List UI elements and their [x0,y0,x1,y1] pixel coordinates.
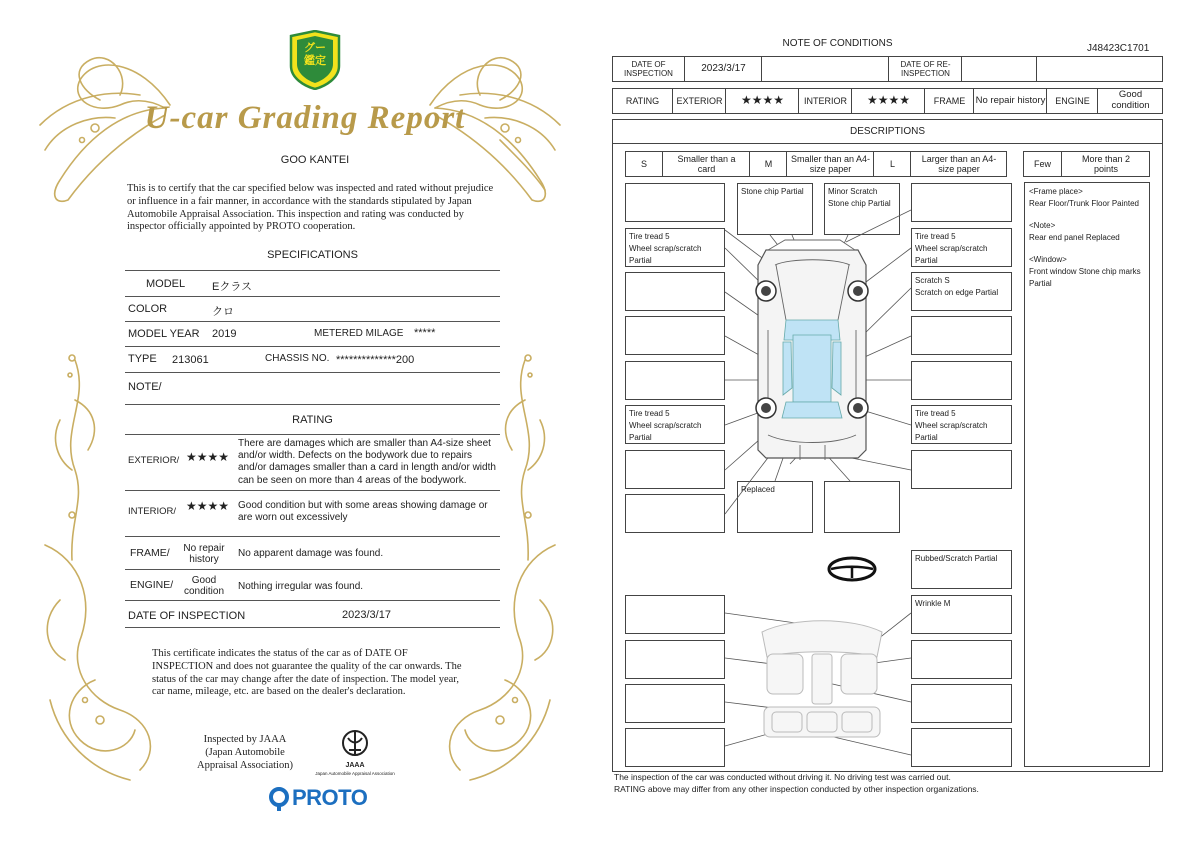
spec-divider [125,346,500,347]
damage-box-top-center-left: Stone chip Partial [737,183,813,235]
steering-damage-box: Rubbed/Scratch Partial [911,550,1012,589]
engine-value: Good condition [183,574,225,597]
exterior-stars: ★★★★ [186,450,230,464]
type-value: 213061 [172,354,209,366]
interior-description: Good condition but with some areas showing damage or are worn out excessively [238,500,488,524]
damage-box-right-3: Scratch S Scratch on edge Partial [911,272,1012,311]
jaaa-logo-text: JAAA [345,762,365,769]
frame-place-text: Rear Floor/Trunk Floor Painted [1029,199,1139,208]
type-label: TYPE [128,353,157,365]
exterior-description: There are damages which are smaller than A4-size sheet and/or width. Defects on the bodywork due to repairs and/or damages smaller than a card in length and/or width can be seen on more than 4 areas of the bodywork. [238,438,496,486]
legend-l: L [875,152,911,176]
color-value: クロ [212,306,234,318]
rating-label: RATING [613,89,673,113]
legend-l-text: Larger than an A4-size paper [921,153,997,174]
frame-label: FRAME [926,89,974,113]
metered-milage-value: ***** [414,327,436,339]
model-year-label: MODEL YEAR [128,328,200,340]
damage-box-top-center-right: Minor Scratch Stone chip Partial [824,183,900,235]
rating-heading: RATING [292,414,333,426]
frame-place-heading: <Frame place> [1029,187,1083,196]
footer-note-2: RATING above may differ from any other inspection conducted by other inspection organizations. [614,784,979,794]
spec-divider [125,372,500,373]
engine-value: Good condition [1111,89,1150,111]
rating-divider [125,600,500,601]
exterior-label: EXTERIOR [674,89,726,113]
descriptions-heading: DESCRIPTIONS [613,120,1162,144]
damage-box-right-2: Tire tread 5 Wheel scrap/scratch Partial [911,228,1012,267]
reinspection-value [963,57,1037,81]
certificate-subtitle: GOO KANTEI [280,154,350,166]
notes-box [1024,182,1150,767]
exterior-stars: ★★★★ [727,89,799,113]
frame-value: No repair history [975,89,1047,113]
legend-s-text: Smaller than a card [664,152,750,176]
note-text: Rear end panel Replaced [1029,233,1120,242]
legend-m-text: Smaller than an A4-size paper [788,152,874,176]
damage-box-bottom-center-left: Replaced [737,481,813,533]
rating-divider [125,434,500,435]
legend-m: M [751,152,787,176]
engine-label: ENGINE/ [130,579,174,591]
interior-box-right-1: Wrinkle M [911,595,1012,634]
spec-divider [125,404,500,405]
steering-wheel-icon [826,554,878,584]
proto-logo-text: PROTO [292,785,368,810]
legend-few: Few [1024,152,1062,176]
interior-stars: ★★★★ [186,499,230,513]
legend-few-text: More than 2 points [1081,153,1131,174]
damage-box-left-6: Tire tread 5 Wheel scrap/scratch Partial [625,405,725,444]
jaaa-logo [315,728,395,780]
interior-label: INTERIOR/ [128,506,177,517]
engine-description: Nothing irregular was found. [238,581,364,592]
date-of-inspection-value: 2023/3/17 [686,57,762,81]
inspection-blank [763,57,889,81]
rating-divider [125,569,500,570]
document-id: J48423C1701 [1087,43,1150,54]
note-heading: <Note> [1029,221,1056,230]
spec-divider [125,296,500,297]
window-text: Front window Stone chip marks Partial [1029,267,1141,288]
note-title: NOTE OF CONDITIONS [782,38,893,49]
frame-description: No apparent damage was found. [238,548,384,559]
certificate-intro: This is to certify that the car specified below was inspected and rated without prejudice or influence in a fair manner, in accordance with the standards stipulated by Japan Automobile Appraisal Association. This inspection and rating was conducted by inspector officially appointed by PROTO cooperation. [127,183,494,233]
goo-kantei-emblem [288,30,342,90]
spec-divider [125,321,500,322]
frame-value: No repair history [183,542,225,565]
date-of-inspection-label: DATE OF INSPECTION [128,610,246,622]
interior-label: INTERIOR [800,89,852,113]
rating-divider [125,536,500,537]
chassis-value: **************200 [336,354,415,366]
exterior-label: EXTERIOR/ [128,455,180,466]
spec-divider [125,270,500,271]
inspected-by: Inspected by JAAA (Japan Automobile Appraisal Association) [197,734,293,771]
emblem-text: グー 鑑定 [304,42,326,67]
certificate-disclaimer: This certificate indicates the status of the car as of DATE OF INSPECTION and does not guarantee the quality of the car onwards. The status of the car may change after the date of inspection. The model year, car name, mileage, etc. are based on the dealer's declaration. [152,648,462,698]
note-of-conditions [600,0,1200,848]
date-of-inspection-label: DATE OF INSPECTION [613,57,685,81]
color-label: COLOR [128,303,168,315]
footer-note-1: The inspection of the car was conducted without driving it. No driving test was carried out. [614,772,951,782]
frame-label: FRAME/ [130,547,170,559]
interior-stars: ★★★★ [853,89,925,113]
jaaa-emblem-icon [340,728,370,762]
model-value: Eクラス [212,281,253,293]
legend-s: S [626,152,663,176]
car-interior-diagram [752,612,892,752]
model-label: MODEL [146,278,186,290]
rating-divider [125,490,500,491]
damage-box-left-2: Tire tread 5 Wheel scrap/scratch Partial [625,228,725,267]
engine-label: ENGINE [1048,89,1098,113]
proto-mark-icon [268,787,290,811]
certificate-title: U-car Grading Report [144,100,466,136]
metered-milage-label: METERED MILAGE [314,328,404,339]
damage-box-right-6: Tire tread 5 Wheel scrap/scratch Partial [911,405,1012,444]
chassis-label: CHASSIS NO. [265,353,330,364]
specifications-heading: SPECIFICATIONS [267,249,358,261]
jaaa-caption: Japan Automobile Appraisal Association [315,771,395,776]
rating-divider [125,627,500,628]
note-label: NOTE/ [128,381,162,393]
model-year-value: 2019 [212,328,237,340]
window-heading: <Window> [1029,255,1067,264]
reinspection-label: DATE OF RE-INSPECTION [890,57,962,81]
date-of-inspection-value: 2023/3/17 [342,609,391,621]
